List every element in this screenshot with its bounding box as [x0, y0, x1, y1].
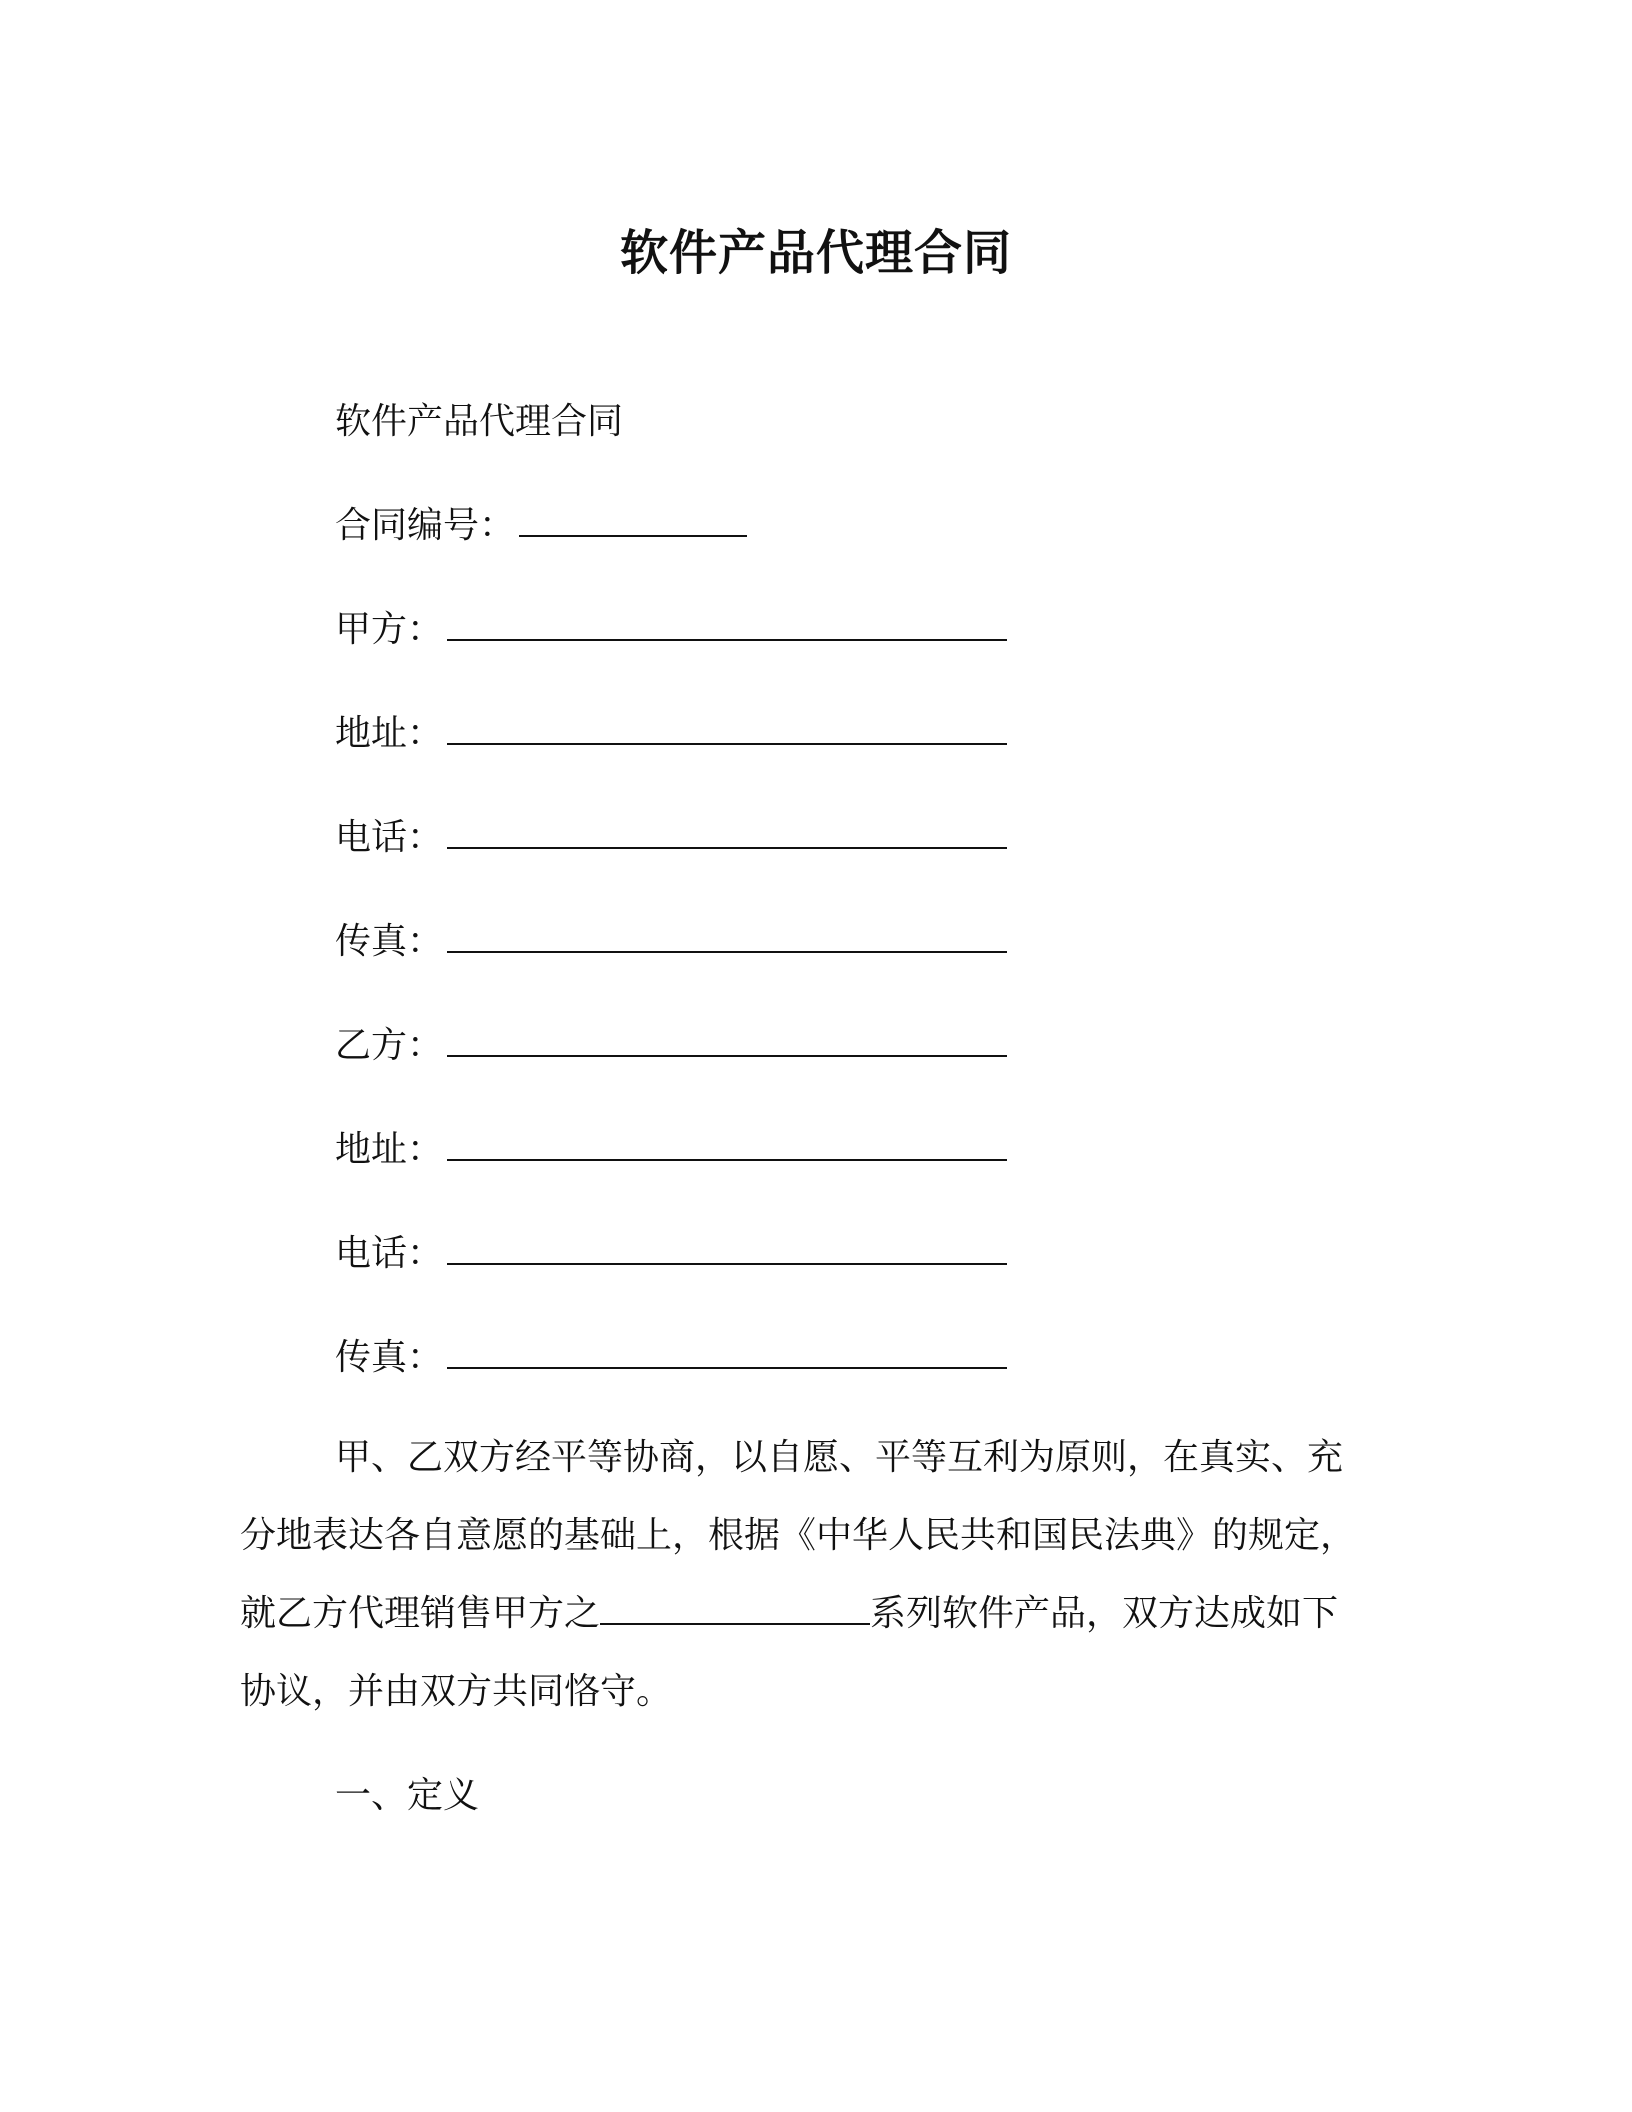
contract-number-field: [335, 500, 747, 552]
party-b-fax-blank[interactable]: [447, 1333, 1007, 1369]
document-subtitle: 软件产品代理合同: [335, 401, 624, 442]
intro-line-2: 分地表达各自意愿的基础上，根据《中华人民共和国民法典》的规定，: [240, 1515, 1357, 1556]
party-b-fax-field: [335, 1332, 1007, 1384]
field-label: 电话：: [335, 1233, 444, 1274]
field-label: 地址：: [335, 1129, 444, 1170]
party-b-field: [335, 1020, 1007, 1072]
party-a-field: [335, 604, 1007, 656]
party-b-phone-blank[interactable]: [447, 1229, 1007, 1265]
party-b-address-field: [335, 1124, 1007, 1176]
party-a-phone-field: [335, 812, 1007, 864]
party-a-fax-field: [335, 916, 1007, 968]
field-label: 合同编号：: [335, 505, 516, 546]
party-b-address-blank[interactable]: [447, 1125, 1007, 1161]
product-series-blank[interactable]: [600, 1589, 870, 1625]
party-a-fax-blank[interactable]: [447, 917, 1007, 953]
field-label: 传真：: [335, 921, 444, 962]
party-b-phone-field: [335, 1228, 1007, 1280]
contract-number-blank[interactable]: [519, 501, 747, 537]
party-a-address-field: [335, 708, 1007, 760]
field-label: 传真：: [335, 1337, 444, 1378]
intro-line-3-after: 系列软件产品，双方达成如下: [870, 1593, 1339, 1634]
field-label: 电话：: [335, 817, 444, 858]
intro-line-1: 甲、乙双方经平等协商，以自愿、平等互利为原则，在真实、充: [335, 1437, 1344, 1478]
intro-line-3-before: 就乙方代理销售甲方之: [240, 1593, 601, 1634]
section-heading-definitions: 一、定义: [335, 1775, 480, 1816]
document-title: 软件产品代理合同: [619, 225, 1012, 281]
field-label: 地址：: [335, 713, 444, 754]
party-b-blank[interactable]: [447, 1021, 1007, 1057]
field-label: 乙方：: [335, 1025, 444, 1066]
intro-line-4: 协议，并由双方共同恪守。: [240, 1671, 673, 1712]
party-a-blank[interactable]: [447, 605, 1007, 641]
intro-line-3: [240, 1588, 1338, 1640]
party-a-phone-blank[interactable]: [447, 813, 1007, 849]
party-a-address-blank[interactable]: [447, 709, 1007, 745]
field-label: 甲方：: [335, 609, 444, 650]
